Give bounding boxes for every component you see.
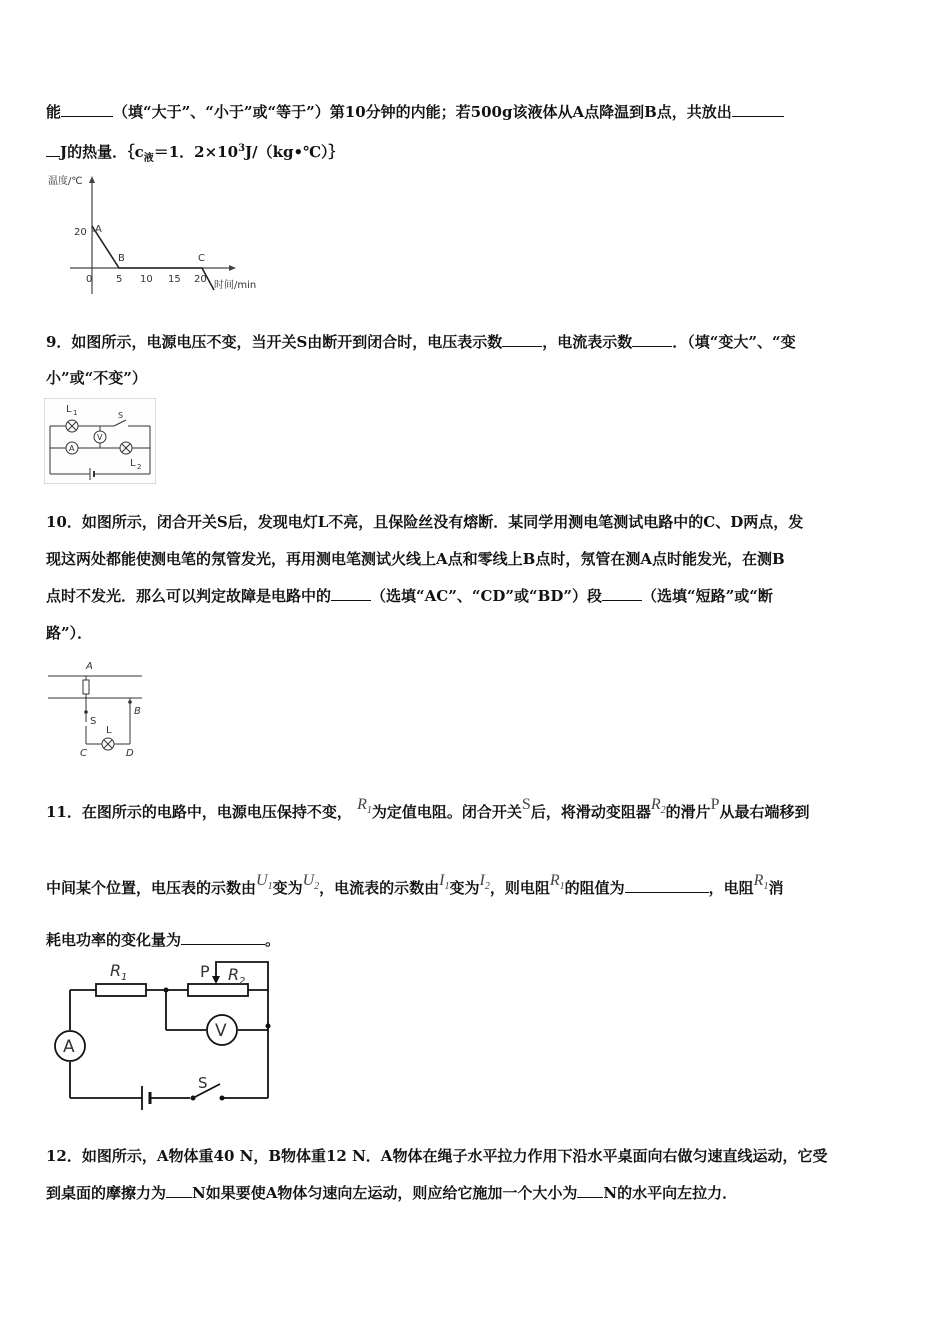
graph-xtick: 10 — [140, 274, 153, 285]
lamp-l2-sub: 2 — [137, 463, 142, 471]
r-letter: R — [549, 872, 560, 889]
q11-circuit-diagram — [50, 956, 282, 1116]
subscript: 液 — [143, 153, 154, 164]
q10-line4 — [46, 623, 92, 643]
voltmeter-label: V — [97, 433, 103, 442]
q8-text: ＝1．2×10 — [153, 143, 239, 161]
voltmeter-label: V — [215, 1021, 227, 1041]
point-label-b: B — [118, 253, 125, 264]
resistor-r1-icon — [96, 984, 146, 996]
q10-line3 — [46, 586, 773, 606]
point-d-label: D — [126, 748, 134, 759]
point-b-label: B — [134, 706, 141, 717]
q11-text: ，电阻 — [708, 879, 754, 897]
answer-blank — [577, 1183, 603, 1198]
q9-line1 — [46, 332, 796, 352]
lamp-l1-label: L — [66, 404, 72, 415]
subscript: 1 — [366, 805, 372, 817]
r2-symbol — [650, 796, 666, 817]
q11-line1 — [46, 796, 810, 829]
answer-blank — [61, 102, 113, 117]
q11-text: ，则电阻 — [489, 879, 550, 897]
answer-blank — [502, 332, 542, 347]
p-symbol: P — [710, 796, 720, 813]
lamp-l1-sub: 1 — [73, 409, 78, 417]
u2-symbol — [302, 872, 320, 893]
slider-p-label: P — [200, 962, 210, 981]
q8-line2 — [46, 139, 344, 169]
q11-line2 — [46, 872, 784, 905]
q8-line1 — [46, 102, 784, 122]
q11-text: 中间某个位置，电压表的示数由 — [46, 879, 257, 897]
q11-text: 的阻值为 — [564, 879, 625, 897]
q10-text: 现这两处都能使测电笔的氖管发光，再用测电笔测试火线上A点和零线上B点时，氖管在测A点时能发光，在测B — [46, 550, 785, 568]
r1-label: R — [110, 961, 122, 980]
r1-symbol — [549, 872, 565, 893]
graph-ytick: 20 — [74, 227, 87, 238]
q12-text: N如果要使A物体匀速向左运动，则应给它施加一个大小为 — [192, 1184, 578, 1202]
q10-text: （选填“短路”或“断 — [642, 587, 773, 605]
q12-text: 到桌面的摩擦力为 — [46, 1184, 167, 1202]
q11-text: 消 — [768, 879, 784, 897]
q9-text: ，电流表示数 — [542, 333, 633, 351]
graph-xtick: 0 — [86, 274, 93, 285]
q11-line3 — [46, 930, 280, 950]
q11-text: 后，将滑动变阻器 — [530, 803, 651, 821]
q10-text: 点时不发光．那么可以判定故障是电路中的 — [46, 587, 332, 605]
q10-text: 路”）． — [46, 624, 93, 642]
q11-text: 。 — [265, 931, 281, 949]
switch-s-label: S — [198, 1074, 208, 1092]
superscript: 3 — [238, 143, 246, 154]
ammeter-label: A — [63, 1037, 75, 1057]
s-symbol: S — [521, 796, 531, 813]
subscript: 1 — [763, 881, 769, 893]
q10-text: 10．如图所示，闭合开关S后，发现电灯L不亮，且保险丝没有熔断．某同学用测电笔测试电路中的C、D两点，发 — [46, 513, 804, 531]
u-letter: U — [256, 872, 268, 889]
q11-text: 耗电功率的变化量为 — [46, 931, 182, 949]
ammeter-label: A — [69, 444, 75, 453]
point-c-label: C — [80, 748, 87, 759]
q10-text: （选填“AC”、“CD”或“BD”）段 — [371, 587, 602, 605]
u-letter: U — [302, 872, 315, 889]
q11-text: 11．在图所示的电路中，电源电压保持不变， — [46, 803, 352, 821]
i1-symbol — [439, 872, 450, 893]
q10-line1 — [46, 512, 803, 532]
graph-xtick: 5 — [116, 274, 123, 285]
q9-text: 9．如图所示，电源电压不变，当开关S由断开到闭合时，电压表示数 — [46, 333, 503, 351]
answer-blank — [331, 586, 371, 601]
point-a-label: A — [86, 661, 93, 672]
subscript: 1 — [444, 881, 450, 893]
q9-text: ．（填“变大”、“变 — [672, 333, 796, 351]
answer-blank — [602, 586, 642, 601]
q8-text: J的热量．｛c — [60, 143, 144, 161]
fuse-icon — [83, 680, 89, 694]
r-letter: R — [753, 872, 764, 889]
r1-sub: 1 — [121, 972, 128, 983]
answer-blank — [625, 878, 709, 893]
answer-blank — [46, 142, 60, 157]
r-letter: R — [357, 796, 367, 813]
q11-text: 为定值电阻。闭合开关 — [371, 803, 522, 821]
q12-text: 12．如图所示，A物体重40 N，B物体重12 N．A物体在绳子水平拉力作用下沿水平桌面向右做匀速直线运动，它受 — [46, 1147, 828, 1165]
graph-ylabel: 温度/℃ — [48, 176, 83, 187]
q10-line2 — [46, 549, 785, 569]
switch-s-label: S — [90, 716, 97, 727]
answer-blank — [181, 930, 265, 945]
temperature-time-graph — [44, 172, 274, 300]
u1-symbol — [256, 872, 273, 893]
graph-xlabel: 时间/min — [214, 280, 257, 291]
graph-xtick: 20 — [194, 274, 207, 285]
point-label-c: C — [198, 253, 205, 264]
r1-symbol — [753, 872, 769, 893]
q12-line1 — [46, 1146, 827, 1166]
q11-text: 的滑片 — [665, 803, 711, 821]
q8-text: 能 — [46, 103, 62, 121]
i-letter: I — [439, 872, 445, 889]
answer-blank — [166, 1183, 192, 1198]
r2-sub: 2 — [239, 976, 246, 987]
q11-text: 从最右端移到 — [719, 803, 810, 821]
point-label-a: A — [95, 224, 102, 235]
r2-label: R — [228, 965, 240, 984]
answer-blank — [732, 102, 784, 117]
lamp-l-label: L — [106, 725, 112, 736]
switch-label: S — [118, 411, 124, 420]
q10-household-circuit — [46, 656, 150, 760]
subscript: 1 — [267, 881, 273, 893]
q9-circuit-diagram — [44, 398, 156, 484]
q11-text: 变为 — [272, 879, 303, 897]
graph-xtick: 15 — [168, 274, 181, 285]
subscript: 2 — [484, 881, 490, 893]
subscript: 1 — [559, 881, 565, 893]
q9-text: 小”或“不变”） — [46, 369, 147, 387]
subscript: 2 — [660, 805, 666, 817]
slider-arrow-icon — [212, 976, 220, 984]
q8-text: （填“大于”、“小于”或“等于”）第10分钟的内能；若500g该液体从A点降温到B点，共放出 — [113, 103, 732, 121]
r-letter: R — [650, 796, 661, 813]
q11-text: ，电流表的示数由 — [319, 879, 440, 897]
q11-text: 变为 — [449, 879, 480, 897]
i2-symbol — [479, 872, 490, 893]
q12-line2 — [46, 1183, 737, 1203]
q12-text: N的水平向左拉力． — [603, 1184, 738, 1202]
q9-line2 — [46, 368, 147, 388]
i-letter: I — [479, 872, 485, 889]
r1-symbol — [357, 796, 372, 817]
lamp-l2-label: L — [130, 458, 136, 469]
subscript: 2 — [314, 881, 320, 893]
q8-text: J/（kg•℃）｝ — [245, 143, 344, 161]
answer-blank — [632, 332, 672, 347]
